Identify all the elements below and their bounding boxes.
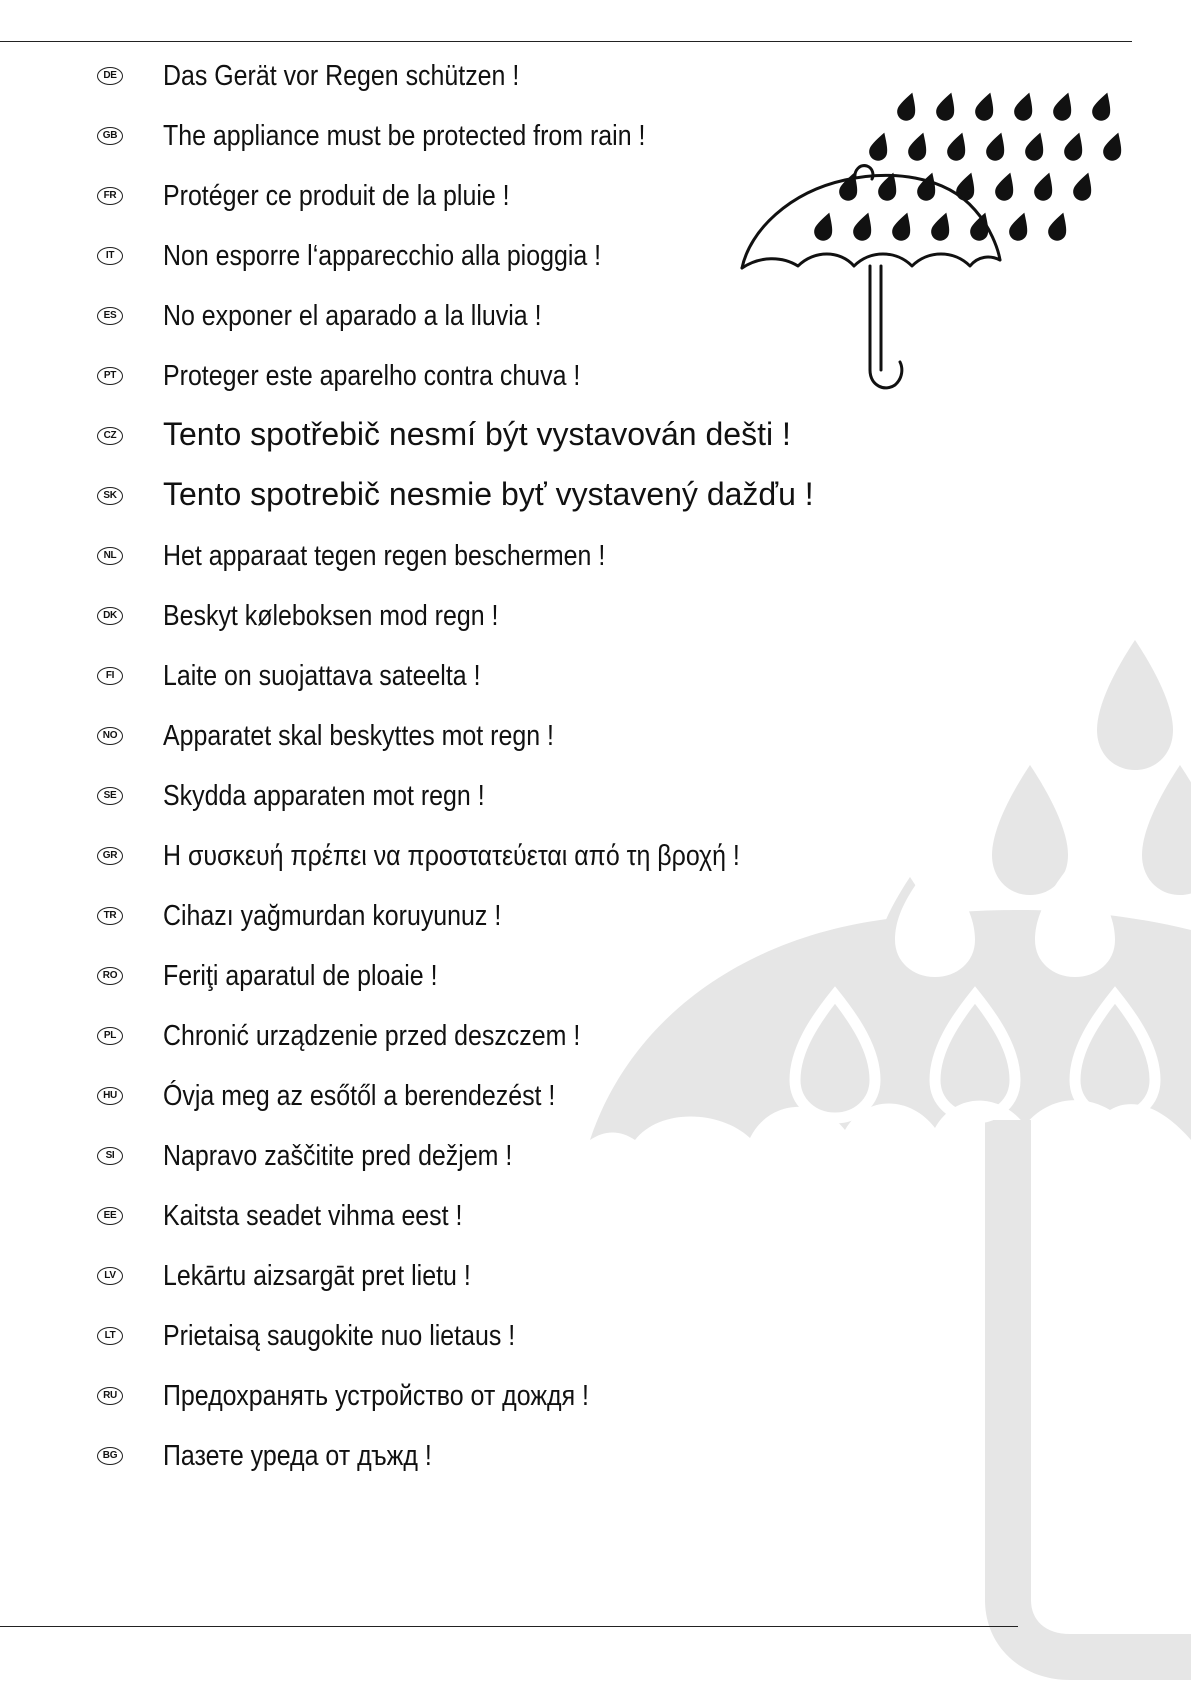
- country-badge-gr: GR: [97, 847, 123, 865]
- warning-row-tr: [0, 890, 1000, 950]
- warning-text-pt: Proteger este aparelho contra chuva !: [163, 360, 581, 392]
- warning-text-tr: Cihazı yağmurdan koruyunuz !: [163, 900, 502, 932]
- warning-row-pl: [0, 1010, 1000, 1070]
- country-badge-si: SI: [97, 1147, 123, 1165]
- warning-text-bg: Пазете уреда от дъжд !: [163, 1440, 432, 1472]
- warning-row-dk: [0, 590, 1000, 650]
- warning-text-lt: Prietaisą saugokite nuo lietaus !: [163, 1320, 516, 1352]
- warning-text-nl: Het apparaat tegen regen beschermen !: [163, 540, 606, 572]
- country-badge-lt: LT: [97, 1327, 123, 1345]
- country-badge-no: NO: [97, 727, 123, 745]
- warning-text-ee: Kaitsta seadet vihma eest !: [163, 1200, 463, 1232]
- warning-row-si: [0, 1130, 1000, 1190]
- warning-row-bg: [0, 1430, 1000, 1490]
- country-badge-se: SE: [97, 787, 123, 805]
- warning-row-it: [0, 230, 1000, 290]
- country-badge-pl: PL: [97, 1027, 123, 1045]
- bottom-rule: [0, 1626, 1018, 1627]
- country-badge-tr: TR: [97, 907, 123, 925]
- country-badge-sk: SK: [97, 487, 123, 505]
- country-badge-cz: CZ: [97, 427, 123, 445]
- warning-text-hu: Óvja meg az esőtől a berendezést !: [163, 1080, 556, 1112]
- warning-row-gb: [0, 110, 1000, 170]
- warning-row-cz: [0, 410, 1000, 470]
- country-badge-ru: RU: [97, 1387, 123, 1405]
- country-badge-fr: FR: [97, 187, 123, 205]
- country-badge-pt: PT: [97, 367, 123, 385]
- warning-text-ru: Предохранять устройство от дождя !: [163, 1380, 589, 1412]
- country-badge-bg: BG: [97, 1447, 123, 1465]
- warning-text-de: Das Gerät vor Regen schützen !: [163, 60, 520, 92]
- warning-row-lt: [0, 1310, 1000, 1370]
- warning-row-nl: [0, 530, 1000, 590]
- warning-row-gr: [0, 830, 1000, 890]
- warning-text-es: No exponer el aparado a la lluvia !: [163, 300, 542, 332]
- country-badge-nl: NL: [97, 547, 123, 565]
- country-badge-gb: GB: [97, 127, 123, 145]
- warning-text-it: Non esporre l‘apparecchio alla pioggia !: [163, 240, 602, 272]
- country-badge-lv: LV: [97, 1267, 123, 1285]
- country-badge-hu: HU: [97, 1087, 123, 1105]
- warning-text-si: Napravo zaščitite pred dežjem !: [163, 1140, 513, 1172]
- warning-text-gr: Η συσκευή πρέπει να προστατεύεται από τη βροχή !: [163, 840, 740, 872]
- warning-row-ru: [0, 1370, 1000, 1430]
- country-badge-fi: FI: [97, 667, 123, 685]
- warning-row-lv: [0, 1250, 1000, 1310]
- warning-row-es: [0, 290, 1000, 350]
- warning-row-hu: [0, 1070, 1000, 1130]
- warning-text-pl: Chronić urządzenie przed deszczem !: [163, 1020, 581, 1052]
- country-badge-es: ES: [97, 307, 123, 325]
- country-badge-de: DE: [97, 67, 123, 85]
- warning-row-sk: [0, 470, 1000, 530]
- warning-row-fr: [0, 170, 1000, 230]
- warning-text-sk: Tento spotrebič nesmie byť vystavený dažďu !: [163, 476, 814, 512]
- warning-row-de: [0, 50, 1000, 110]
- warning-text-fi: Laite on suojattava sateelta !: [163, 660, 481, 692]
- warning-row-fi: [0, 650, 1000, 710]
- warning-text-dk: Beskyt køleboksen mod regn !: [163, 600, 499, 632]
- country-badge-ro: RO: [97, 967, 123, 985]
- warning-row-no: [0, 710, 1000, 770]
- warning-text-se: Skydda apparaten mot regn !: [163, 780, 485, 812]
- warning-text-fr: Protéger ce produit de la pluie !: [163, 180, 510, 212]
- warning-text-no: Apparatet skal beskyttes mot regn !: [163, 720, 554, 752]
- country-badge-ee: EE: [97, 1207, 123, 1225]
- warning-row-ee: [0, 1190, 1000, 1250]
- warning-text-ro: Feriţi aparatul de ploaie !: [163, 960, 438, 992]
- warning-row-pt: [0, 350, 1000, 410]
- warning-text-gb: The appliance must be protected from rain !: [163, 120, 646, 152]
- warning-row-se: [0, 770, 1000, 830]
- country-badge-it: IT: [97, 247, 123, 265]
- warning-text-cz: Tento spotřebič nesmí být vystavován dešti !: [163, 416, 791, 452]
- warning-row-ro: [0, 950, 1000, 1010]
- top-rule: [0, 41, 1132, 42]
- warning-text-lv: Lekārtu aizsargāt pret lietu !: [163, 1260, 471, 1292]
- country-badge-dk: DK: [97, 607, 123, 625]
